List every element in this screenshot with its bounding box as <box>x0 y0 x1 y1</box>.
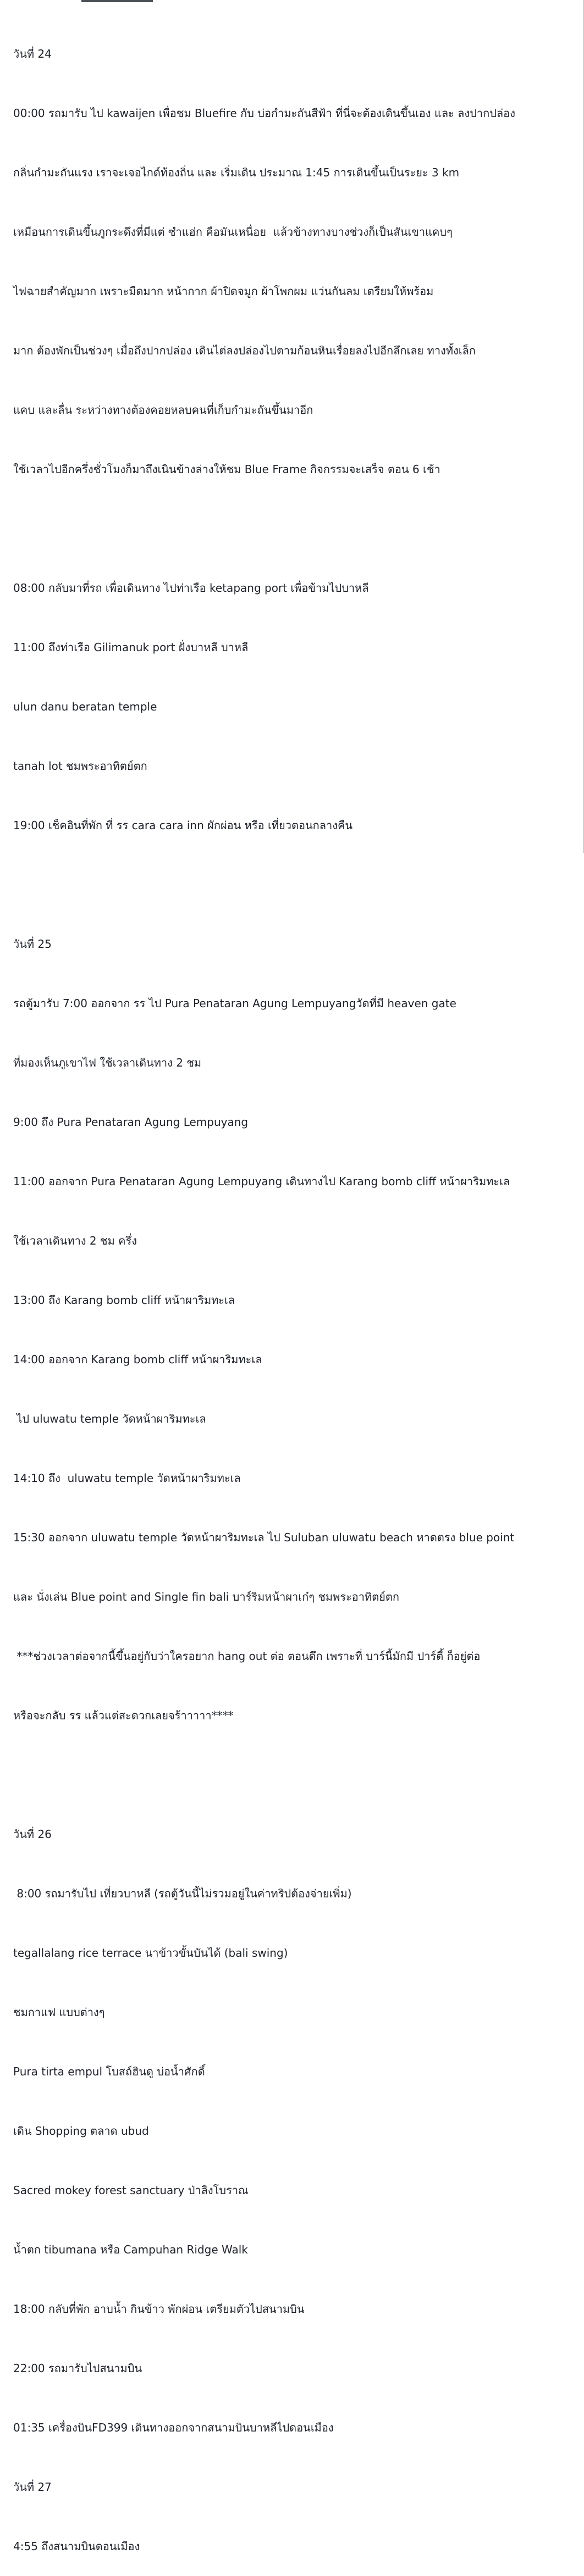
itinerary-line: 18:00 กลับที่พัก อาบน้ำ กินข้าว พักผ่อน เตรียมตัวไปสนามบิน <box>13 2302 305 2316</box>
itinerary-line: 00:00 รถมารับ ไป kawaijen เพื่อชม Bluefire กับ บ่อกำมะถันสีฟ้า ที่นี่จะต้องเดินขึ้นเอง และ ลงปากปล่อง <box>13 107 515 120</box>
itinerary-line: 08:00 กลับมาที่รถ เพื่อเดินทาง ไปท่าเรือ ketapang port เพื่อข้ามไปบาหลี <box>13 581 369 595</box>
blank-line <box>13 1765 580 1785</box>
itinerary-line: เหมือนการเดินขึ้นภูกระดึงที่มีแต่ ซำแฮ่ก คือมันเหนื่อย แล้วข้างทางบางช่วงก็เป็นสันเขาแคบๆ <box>13 225 453 238</box>
itinerary-line: ไฟฉายสำคัญมาก เพราะมืดมาก หน้ากาก ผ้าปิดจมูก ผ้าโพกผม แว่นกันลม เตรียมให้พร้อม <box>13 285 434 298</box>
itinerary-line: tanah lot ชมพระอาทิตย์ตก <box>13 759 147 773</box>
itinerary-line: Pura tirta empul โบสถ์ฮินดู บ่อน้ำศักดิ์ <box>13 2065 205 2078</box>
itinerary-line: 11:00 ออกจาก Pura Penataran Agung Lempuyang เดินทางไป Karang bomb cliff หน้าผาริมทะเล <box>13 1175 510 1188</box>
itinerary-note: หรือจะกลับ รร แล้วแต่สะดวกเลยจร้าาาาา**** <box>13 1709 234 1722</box>
itinerary-line: 13:00 ถึง Karang bomb cliff หน้าผาริมทะเล <box>13 1293 235 1307</box>
itinerary-line: 01:35 เครื่องบินFD399 เดินทางออกจากสนามบินบาหลีไปดอนเมือง <box>13 2421 334 2434</box>
itinerary-line: 11:00 ถึงท่าเรือ Gilimanuk port ฝั่งบาหลี บาหลี <box>13 641 249 654</box>
itinerary-line: Sacred mokey forest sanctuary ป่าลิงโบราณ <box>13 2184 249 2197</box>
blank-line <box>13 875 580 895</box>
day-heading: วันที่ 27 <box>13 2480 52 2494</box>
blank-line <box>13 519 580 538</box>
itinerary-line: ใช้เวลาไปอีกครึ่งชั่วโมงก็มาถึงเนินข้างล่างให้ชม Blue Frame กิจกรรมจะเสร็จ ตอน 6 เช้า <box>13 463 440 476</box>
itinerary-line: น้ำตก tibumana หรือ Campuhan Ridge Walk <box>13 2243 248 2256</box>
itinerary-line: ชมกาแฟ แบบต่างๆ <box>13 2006 105 2019</box>
day-heading: วันที่ 24 <box>13 47 52 60</box>
active-tab-indicator <box>81 0 153 2</box>
itinerary-line: 14:10 ถึง uluwatu temple วัดหน้าผาริมทะเล <box>13 1472 241 1485</box>
itinerary-line: 4:55 ถึงสนามบินดอนเมือง <box>13 2540 140 2553</box>
itinerary-line: ที่มองเห็นภูเขาไฟ ใช้เวลาเดินทาง 2 ชม <box>13 1056 202 1069</box>
top-bar <box>0 0 584 2</box>
itinerary-line: 8:00 รถมารับไป เที่ยวบาหลี (รถตู้วันนี้ไม่รวมอยู่ในค่าทริปต้องจ่ายเพิ่ม) <box>13 1887 352 1900</box>
itinerary-line: กลิ่นกำมะถันแรง เราจะเจอไกด์ท้องถิ่น และ เริ่มเดิน ประมาณ 1:45 การเดินขึ้นเป็นระยะ 3 km <box>13 166 460 179</box>
itinerary-line: 22:00 รถมารับไปสนามบิน <box>13 2362 142 2375</box>
itinerary-line: 19:00 เช็คอินที่พัก ที่ รร cara cara inn ผักผ่อน หรือ เที่ยวตอนกลางคืน <box>13 819 353 832</box>
itinerary-line: มาก ต้องพักเป็นช่วงๆ เมื่อถึงปากปล่อง เดินไต่ลงปล่องไปตามก้อนหินเรื่อยลงไปอีกลึกเลย ทางทั้งเล็ก <box>13 344 476 357</box>
itinerary-line: 15:30 ออกจาก uluwatu temple วัดหน้าผาริมทะเล ไป Suluban uluwatu beach หาดตรง blue point <box>13 1531 515 1544</box>
itinerary-line: 9:00 ถึง Pura Penataran Agung Lempuyang <box>13 1115 249 1129</box>
post-text-body <box>13 4 580 2576</box>
itinerary-line: ulun danu beratan temple <box>13 700 157 713</box>
itinerary-note: ***ช่วงเวลาต่อจากนี้ขึ้นอยู่กับว่าใครอยาก hang out ต่อ ตอนดึก เพราะที่ บาร์นี้มักมี ปาร์ตี้ ก็อยู่ต่อ <box>13 1650 481 1663</box>
itinerary-line: 14:00 ออกจาก Karang bomb cliff หน้าผาริมทะเล <box>13 1353 262 1366</box>
itinerary-line: tegallalang rice terrace นาข้าวขั้นบันได้ (bali swing) <box>13 1946 288 1959</box>
itinerary-line: เดิน Shopping ตลาด ubud <box>13 2124 149 2138</box>
itinerary-line: ไป uluwatu temple วัดหน้าผาริมทะเล <box>13 1412 206 1425</box>
day-heading: วันที่ 25 <box>13 937 52 951</box>
itinerary-line: และ นั่งเล่น Blue point and Single fin bali บาร์ริมหน้าผาเก๋ๆ ชมพระอาทิตย์ตก <box>13 1590 399 1603</box>
itinerary-line: แคบ และลื่น ระหว่างทางต้องคอยหลบคนที่เก็บกำมะถันขึ้นมาอีก <box>13 403 313 417</box>
day-heading: วันที่ 26 <box>13 1828 52 1841</box>
itinerary-line: รถตู้มารับ 7:00 ออกจาก รร ไป Pura Penataran Agung Lempuyangวัดที่มี heaven gate <box>13 997 456 1010</box>
itinerary-line: ใช้เวลาเดินทาง 2 ชม ครึ่ง <box>13 1234 137 1247</box>
